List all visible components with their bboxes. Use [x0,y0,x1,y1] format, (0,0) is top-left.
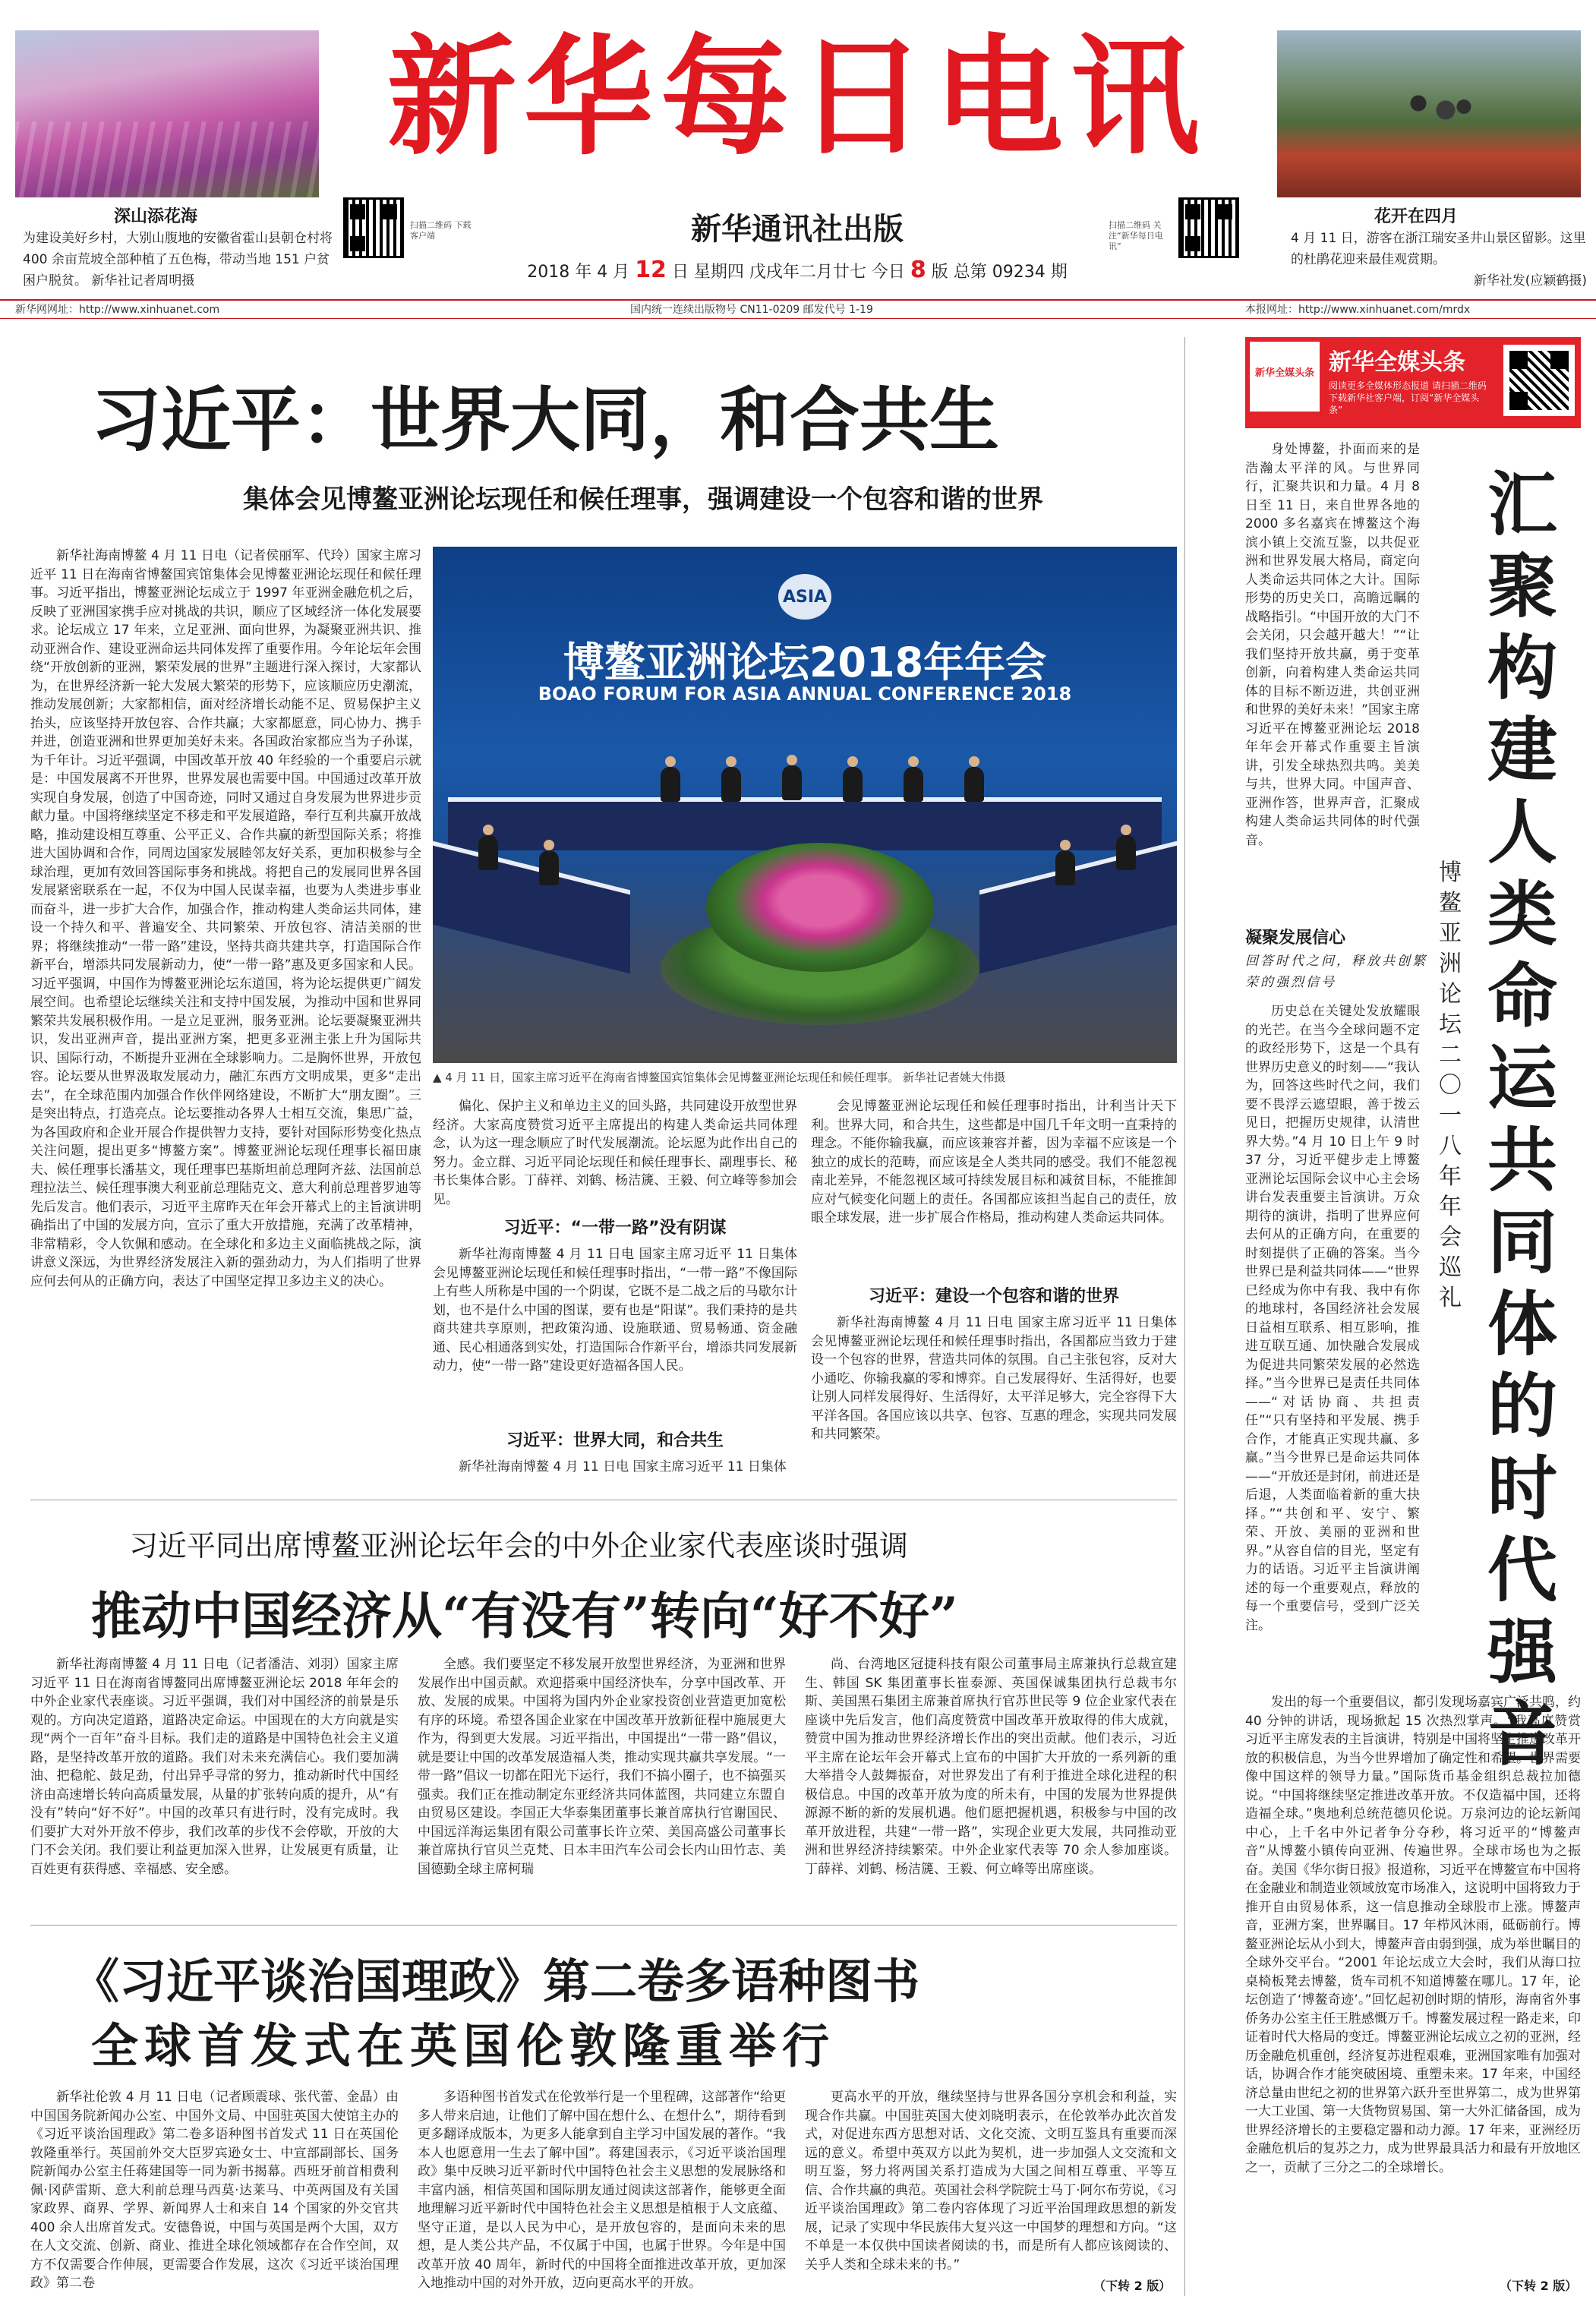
promo-logo-icon [1250,342,1320,412]
person [478,835,498,870]
article2-col3: 尚、台湾地区冠捷科技有限公司董事局主席兼执行总裁宣建生、韩国 SK 集团董事长崔泰源、英国保诚集团执行总裁韦尔斯、美国黑石集团主席兼首席执行官苏世民等 9 位企业家代表在座谈中先后发言，他们高度赞赏中国改革开放取得的伟大成就，赞赏中国为推动世界经济增长作出的突出贡献。他们表示，习近平主席在论坛年会开幕式上宣布的中国扩大开放的一系列新的重大举措令人鼓舞振奋，对世界发出了有利于推进全球化进程的积极信息。中国的改革开放为度的所未有，中国的发展为世界提供源源不断的新的发展机遇。他们愿把握机遇，积极参与中国的改革开放进程，共建“一带一路”，实现企业更大发展，共同推动亚洲和世界经济持续繁荣。中外企业家代表等 70 余人参加座谈。丁薛祥、刘鹤、杨洁篪、王毅、何立峰等出席座谈。 [805,1657,1177,1877]
page-count: 8 [910,257,926,283]
vertical-headline: 汇聚构建人类命运共同体的时代强音 [1487,463,1557,1775]
flower-arrangement [706,843,934,972]
promo-logo-text: 新华全媒头条 [1254,367,1314,379]
issue-number: 版 总第 09234 期 [931,263,1068,282]
right-sub1-deck: 回答时代之问，释放共创繁荣的强烈信号 [1245,954,1427,990]
qr-code-left[interactable] [343,197,404,258]
person [904,767,923,802]
article1-subheadline: 集体会见博鳌亚洲论坛现任和候任理事，强调建设一个包容和谐的世界 [243,484,1043,515]
article1-col2b: 新华社海南博鳌 4 月 11 日电 国家主席习近平 11 日集体会见博鳌亚洲论坛现任和候任理事时指出，“一带一路”不像国际上有些人所称是中国的一个阴谋，它既不是二战之后的马歇尔计划，也不是什么中国的图谋，要有也是“阳谋”。我们秉持的是共商共建共享原则，把政策沟通、设施联通、贸易畅通、资金融通、民心相通落到实处，打造国际合作新平台，增添共同发展新动力，使“一带一路”建设更好造福各国人民。 [433,1247,797,1374]
promo-text: 阅读更多全媒体形态报道 请扫描二维码下载新华社客户端，订阅“新华全媒头条” [1329,380,1487,415]
side-table-left [433,841,630,974]
person [964,767,984,802]
right-caption-credit: 新华社发(应颖鹤摄) [1473,273,1587,289]
stage-title-cn: 博鳌亚洲论坛2018年年会 [563,639,1047,686]
article1-col3: 会见博鳌亚洲论坛现任和候任理事时指出，计利当计天下利。世界大同，和合共生，这些都是中国几千年文明一直秉持的理念。不能你输我赢，而应该兼容并蓄，因为幸福不应该是一个独立的成长的范畴，而应该是全人类共同的感受。我们不能忽视南北差异，不能忽视区域可持续发展目标和减贫目标，不能推卸应对气候变化问题上的责任。各国都应该担当起自己的责任，放眼全球发展，进一步扩展合作格局，推动构建人类命运共同体。 [811,1099,1177,1225]
main-photo-caption: ▲ 4 月 11 日，国家主席习近平在海南省博鳌国宾馆集体会见博鳌亚洲论坛现任和候任理事。 新华社记者姚大伟摄 [433,1071,1006,1084]
article1-col2c: 新华社海南博鳌 4 月 11 日电 国家主席习近平 11 日集体 [459,1459,787,1475]
forum-logo-text: ASIA [782,588,828,607]
person [661,767,680,802]
person [721,767,741,802]
date-prefix: 2018 年 4 月 [527,263,630,282]
article3-col2: 多语种图书首发式在伦敦举行是一个里程碑，这部著作“给更多人带来启迪，让他们了解中国在想什么、在想什么”，期待看到更多翻译成版本，为更多人能拿到自主学习中国发展的著作。“我本人也愿意用一生去了解中国”。蒋建国表示，《习近平谈治国理政》集中反映习近平新时代中国特色社会主义思想的发展脉络和丰富内涵，相信英国和国际朋友通过阅读这部著作，能够更全面地理解习近平新时代中国特色社会主义思想是植根于人文底蕴、坚守正道，是以人民为中心，是开放包容的，是面向未来的思想，是人类公共产品，不仅属于中国，也属于世界。今年是中国改革开放 40 周年，新时代的中国将全面推进改革开放，更加深入地推动中国的对外开放，迈向更高水平的开放。 [418,2090,786,2291]
article3-col1: 新华社伦敦 4 月 11 日电（记者顾震球、张代蕾、金晶）由中国国务院新闻办公室、中国外文局、中国驻英国大使馆主办的《习近平谈治国理政》第二卷多语种图书首发式 11 日在英国伦敦隆重举行。英国前外交大臣罗宾逊女士、中宣部副部长、国务院新闻办公室主任蒋建国等一同为新书揭幕。西班牙前首相费利佩·冈萨雷斯、意大利前总理马西莫·达莱马、中英两国及有关国家政界、商界、学界、新闻界人士和来自 14 个国家的外交官共 400 余人出席首发式。安德鲁说，中国与英国是两个大国，双方在人文交流、创新、商业、推进全球化领域都存在合作空间，双方不仅需要合作伸展，更需要合作发展，这次《习近平谈治国理政》第二卷 [30,2090,399,2291]
dateline [357,257,1238,283]
infobar-center: 国内统一连续出版物号 CN11-0209 邮发代号 1-19 [630,304,873,316]
column-divider [1184,337,1185,2296]
qr-code-right[interactable] [1178,197,1239,258]
qr-caption-right: 扫描二维码 关注“新华每日电讯” [1109,220,1163,251]
masthead-photo-right [1277,30,1581,197]
person [539,850,559,885]
article2-headline: 推动中国经济从“有没有”转向“好不好” [91,1586,958,1645]
conference-table [448,797,1162,850]
qr-caption-left: 扫描二维码 下载客户端 [410,220,472,241]
person [1055,850,1075,885]
stage-title-en: BOAO FORUM FOR ASIA ANNUAL CONFERENCE 2018 [538,683,1072,705]
date-suffix: 日 星期四 戊戌年二月廿七 今日 [671,263,905,282]
article3-headline-line1: 《习近平谈治国理政》第二卷多语种图书 [72,1954,920,2009]
article3-col3: 更高水平的开放，继续坚持与世界各国分享机会和利益，实现合作共赢。中国驻英国大使刘晓明表示，在伦敦举办此次首发式，对促进东西方思想对话、文化交流、文明互鉴具有重要而深远的意义。希望中英双方以此为契机，进一步加强人文交流和文明互鉴，努力将两国关系打造成为大国之间相互尊重、平等互信、合作共赢的典范。英国社会科学院院士马丁·阿尔布劳说，《习近平谈治国理政》第二卷内容体现了习近平治国理政思想的新发展，记录了实现中华民族伟大复兴这一中国梦的理想和方向。“这不单是一本仅供中国读者阅读的书，而是所有人都应该阅读的、关乎人类和全球未来的书。” [805,2090,1177,2273]
right-caption-text: 4 月 11 日，游客在浙江瑞安圣井山景区留影。这里的杜鹃花迎来最佳观赏期。 [1291,231,1586,267]
person [843,767,863,802]
right-continued: （下转 2 版） [1500,2279,1578,2293]
right-col-bottom: 发出的每一个重要倡议，都引发现场嘉宾广泛共鸣，约 40 分钟的讲话，现场掀起 15 次热烈掌声。“我高度赞赏习近平主席发表的主旨演讲，特别是中国将坚定推进改革开放的积极信息，为当今世界增加了确定性和希望。世界需要像中国这样的领导力量。”国际货币基金组织总裁拉加德说。“中国将继续坚定推进改革开放。不仅造福中国，还将造福全球。”奥地利总统范德贝伦说。万泉河边的论坛新闻中心，上千名中外记者争分夺秒，将习近平的“博鳌声音”从博鳌小镇传向亚洲、传遍世界。全球市场也为之振奋。美国《华尔街日报》报道称，习近平在博鳌宣布中国将在金融业和制造业领域放宽市场准入，这说明中国将致力于推开自由贸易体系，这一信息推动全球股市上涨。博鳌声音，亚洲方案，世界瞩目。17 年栉风沐雨，砥砺前行。博鳌亚洲论坛从小到大，博鳌声音由弱到强，成为举世瞩目的全球外交平台。“2001 年论坛成立大会时，我们从海口拉桌椅板凳去博鳌，货车司机不知道博鳌在哪儿。17 年，论坛创造了‘博鳌奇迹’。”回忆起初创时期的情形，海南省外事侨务办公室主任王胜感慨万千。博鳌发展过程一路走来，印证着时代大格局的变迁。博鳌亚洲论坛成立之初的亚洲，经历金融危机重创，经济复苏进程艰难，亚洲国家唯有加强对话，协调合作才能突破困境、重塑未来。17 年来，中国经济总量由世纪之初的世界第六跃升至世界第二，成为世界第一大工业国、第一大货物贸易国、第一大外汇储备国，成为世界经济增长的主要稳定器和动力源。17 年来，亚洲经历金融危机后的复苏之力，成为世界最具活力和最有开放地区之一，贡献了三分之二的全球增长。 [1245,1695,1581,2175]
article1-sub1: 习近平：“一带一路”没有阴谋 [503,1219,727,1238]
left-caption-title: 深山添花海 [114,207,198,226]
article1-col2: 偏化、保护主义和单边主义的回头路，共同建设开放型世界经济。大家高度赞赏习近平主席提出的构建人类命运共同体理念，认为这一理念顺应了时代发展潮流。论坛愿为此作出自己的努力。金立群、习近平同论坛现任和候任理事长、副理事长、秘书长集体合影。丁薛祥、刘鹤、杨洁篪、王毅、何立峰等参加会见。 [433,1099,797,1207]
right-col-top: 身处博鳌，扑面而来的是浩瀚太平洋的风。与世界同行，汇聚共识和力量。4 月 8 日至 11 日，来自世界各地的 2000 多名嘉宾在博鳌这个海滨小镇上交流互鉴，以共促亚洲和世界发展大格局，商定向人类命运共同体之大计。国际形势的历史关口，高瞻远瞩的战略指引。“中国开放的大门不会关闭，只会越开越大！”“让我们坚持开放共赢，勇于变革创新，向着构建人类命运共同体的目标不断迈进，共创亚洲和世界的美好未来！”国家主席习近平在博鳌亚洲论坛 2018 年年会开幕式作重要主旨演讲，引发全球热烈共鸣。美美与共，世界大同。中国声音、亚洲作答，世界声音，汇聚成构建人类命运共同体的时代强音。 [1245,442,1420,848]
promo-banner[interactable] [1245,337,1581,428]
article2-col2: 全感。我们要坚定不移发展开放型世界经济，为亚洲和世界发展作出中国贡献。欢迎搭乘中国经济快车，分享中国改革、开放、发展的成果。中国将为国内外企业家投资创业营造更加宽松有序的环境。希望各国企业家在中国改革开放新征程中施展更大作为，得到更大发展。习近平指出，中国提出“一带一路”倡议，就是要让中国的改革发展造福人类，推动实现共赢共享发展。“一带一路”倡议一切都在阳光下运行，我们不搞小圈子，也不搞强买强卖。我们正在推动制定东亚经济共同体蓝图，共同建立东盟自由贸易区建设。李国正大华泰集团董事长兼首席执行官谢国民、中国远洋海运集团有限公司董事长许立荣、美国高盛公司董事长兼首席执行官贝兰克梵、日本丰田汽车公司会长内山田竹志、美国德勤全球主席柯瑞 [418,1657,786,1877]
left-caption-text: 为建设美好乡村，大别山腹地的安徽省霍山县朝仓村将 400 余亩荒坡全部种植了五色梅，带动当地 151 户贫困户脱贫。 新华社记者周明摄 [23,231,333,289]
masthead-photo-left [15,30,319,197]
section-divider [30,1925,1177,1926]
publisher: 新华通讯社出版 [691,211,904,247]
article2-col1: 新华社海南博鳌 4 月 11 日电（记者潘洁、刘羽）国家主席习近平 11 日在海南省博鳌同出席博鳌亚洲论坛 2018 年年会的中外企业家代表座谈。习近平强调，我们对中国经济的前景是乐观的。方向决定道路，道路决定命运。中国现在的大方向就是实现“两个一百年”奋斗目标。我们走的道路是中国特色社会主义道路，是坚持改革开放的道路。我们对未来充满信心。我们要加满油、把稳舵、鼓足劲，付出异乎寻常的努力，推动新时代中国经济由高速增长转向高质量发展，从量的扩张转向质的提升，从“有没有”转向“好不好”。中国的改革只有进行时，没有完成时。我们要扩大对外开放不停步，我们改革的步伐不会停歇，开放的大门不会关闭。我们要让利益更加深入世界，让发展更有质量，让百姓更有获得感、幸福感、安全感。 [30,1657,399,1877]
promo-title: 新华全媒头条 [1329,349,1465,376]
person [782,765,802,800]
right-sub1: 凝聚发展信心 [1245,929,1346,948]
info-bar [0,299,1596,319]
main-photo [433,547,1177,1063]
promo-qr-icon[interactable] [1503,345,1575,416]
vertical-subhead: 博鳌亚洲论坛二〇一八年年会巡礼 [1439,860,1462,1311]
date-day: 12 [635,257,667,283]
infobar-left: 新华网网址：http://www.xinhuanet.com [15,304,220,316]
person [1116,835,1136,870]
masthead-title: 新华每日电讯 [386,21,1207,173]
article3-headline-line2: 全球首发式在英国伦敦隆重举行 [91,2018,836,2074]
article1-col3b: 新华社海南博鳌 4 月 11 日电 国家主席习近平 11 日集体会见博鳌亚洲论坛现任和候任理事时指出，各国都应当致力于建设一个包容的世界，营造共同体的氛围。自己主张包容，反对大小通吃、你输我赢的零和博弈。自己发展得好、生活得好，也要让别人同样发展得好、生活得好，太平洋足够大，完全容得下大平洋各国。各国应该以共享、包容、互惠的理念，实现共同发展和共同繁荣。 [811,1315,1177,1442]
article1-sub3: 习近平：建设一个包容和谐的世界 [868,1287,1119,1306]
article3-continued: （下转 2 版） [1093,2279,1172,2293]
right-col-mid: 历史总在关键处发放耀眼的光芒。在当今全球问题不定的政经形势下，这是一个具有世界历史意义的时刻——“我认为，回答这些时代之问，我们要不畏浮云遮望眼，善于拨云见日，把握历史规律，认清世界大势。”4 月 10 日上午 9 时 37 分，习近平健步走上博鳌亚洲论坛国际会议中心主会场讲台发表重要主旨演讲。万众期待的演讲，指明了世界应何去何从的正确方向，在重要的时刻提供了正确的答案。当今世界已是利益共同体——“世界已经成为你中有我、我中有你的地球村，各国经济社会发展日益相互联系、相互影响，推进互联互通、加快融合发展成为促进共同繁荣发展的必然选择。”当今世界已是责任共同体——“对话协商、共担责任”“只有坚持和平发展、携手合作，才能真正实现共赢、多赢。”当今世界已是命运共同体——“开放还是封闭，前进还是后退，人类面临着新的重大抉择。”“共创和平、安宁、繁荣、开放、美丽的亚洲和世界。”从容自信的目光，坚定有力的话语。习近平主旨演讲阐述的每一个重要观点，释放的每一个重要信号，受到广泛关注。 [1245,1004,1420,1633]
article1-headline: 习近平：世界大同，和合共生 [91,379,1000,461]
article2-kicker: 习近平同出席博鳌亚洲论坛年会的中外企业家代表座谈时强调 [129,1529,909,1563]
side-table-right [979,841,1177,974]
right-caption-title: 花开在四月 [1374,207,1459,226]
article1-sub2: 习近平：世界大同，和合共生 [506,1431,724,1450]
infobar-right: 本报网址：http://www.xinhuanet.com/mrdx [1245,304,1471,316]
article1-col1: 新华社海南博鳌 4 月 11 日电（记者侯丽军、代玲）国家主席习近平 11 日在海南省博鳌国宾馆集体会见博鳌亚洲论坛现任和候任理事。习近平指出，博鳌亚洲论坛成立于 1997 年亚洲金融危机之后，反映了亚洲国家携手应对挑战的共识，顺应了区域经济一体化发展要求。论坛成立 17 年来，立足亚洲、面向世界，为凝聚亚洲共识、推动亚洲合作、建设亚洲命运共同体发挥了重要作用。今年论坛年会围绕“开放创新的亚洲，繁荣发展的世界”主题进行深入探讨，大家都认为，在世界经济新一轮大发展大繁荣的形势下，应该顺应历史潮流，推动发展创新；大家都相信，面对经济增长动能不足、贸易保护主义抬头，应该坚持开放包容、合作共赢；大家都愿意，同心协力、携手并进，创造亚洲和世界更加美好未来。各国政治家都应当为子孙谋，为千年计。习近平强调，中国改革开放 40 年经验的一个重要启示就是：中国发展离不开世界，世界发展也需要中国。中国通过改革开放实现自身发展，创造了中国奇迹，同时又通过自身发展为世界进步贡献力量。中国将继续坚定不移走和平发展道路，奉行互利共赢开放战略，推动建设相互尊重、公平正义、合作共赢的新型国际关系；将推进大国协调和合作，同周边国家发展睦邻友好关系，更加积极参与全球治理，更加有效回答国际事务和挑战。将把自己的发展同世界各国发展紧密联系在一起，不仅为中国人民谋幸福，也要为人类进步事业而奋斗，进一步扩大合作，加强合作，推动构建人类命运共同体，建设一个持久和平、普遍安全、共同繁荣、开放包容、清洁美丽的世界；将继续推动“一带一路”建设，坚持共商共建共享，打造国际合作新平台，增添共同发展新动力，使“一带一路”惠及更多国家和人民。习近平强调，中国作为博鳌亚洲论坛东道国，将为论坛提供更广阔发展空间。也希望论坛继续关注和支持中国发展，为推动中国和世界同繁荣共发展积极作用。一是立足亚洲，服务亚洲。论坛要凝聚亚洲共识，发出亚洲声音，提出亚洲方案，把更多亚洲主张上升为国际共识、国际行动，不断提升亚洲在全球影响力。二是胸怀世界，开放包容。论坛要从世界汲取发展动力，融汇东西方文明成果，更多“走出去”，在全球范围内加强合作伙伴网络建设，不断扩大“朋友圈”。三是突出特点，打造亮点。论坛要推动各界人士相互交流，集思广益，为各国政府和企业开展合作提供智力支持，要针对国际形势变化热点关注问题，提出更多“博鳌方案”。博鳌亚洲论坛现任理事长福田康夫、候任理事长潘基文，现任理事巴基斯坦前总理阿齐兹、法国前总理拉法兰、候任理事澳大利亚前总理陆克文、意大利前总理普罗迪等先后发言。他们表示，习近平主席昨天在年会开幕式上的主旨演讲明确指出了中国的发展方向，宣示了重大开放措施，充满了改革精神，非常精彩，令人钦佩和感动。在全球化和多边主义面临挑战之际，演讲意义深远，为世界经济发展注入新的强劲动力，为人们指明了世界应何去何从的正确方向，表达了中国坚定捍卫多边主义的决心。 [30,548,421,1289]
